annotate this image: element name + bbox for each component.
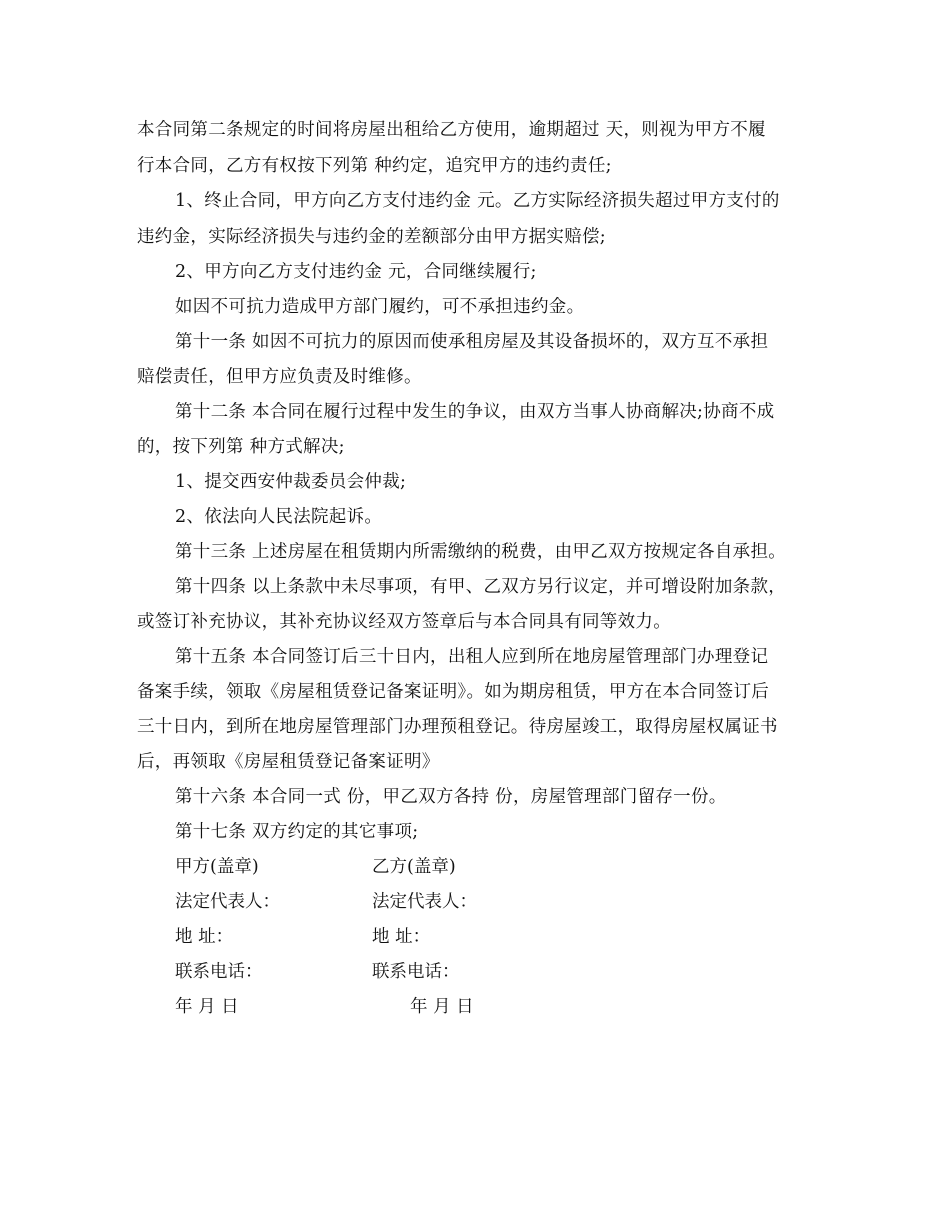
body-line-17: 备案手续，领取《房屋租赁登记备案证明》。如为期房租赁，甲方在本合同签订后 xyxy=(137,682,770,702)
party-a-address: 地 址： xyxy=(175,927,234,947)
body-line-2: 行本合同，乙方有权按下列第 种约定，追究甲方的违约责任; xyxy=(137,156,612,176)
body-line-18: 三十日内，到所在地房屋管理部门办理预租登记。待房屋竣工，取得房屋权属证书 xyxy=(137,717,778,737)
body-line-5: 2、甲方向乙方支付违约金 元，合同继续履行; xyxy=(175,262,537,282)
body-line-21: 第十七条 双方约定的其它事项; xyxy=(175,822,419,842)
body-line-12: 2、依法向人民法院起诉。 xyxy=(175,507,383,527)
body-line-1: 本合同第二条规定的时间将房屋出租给乙方使用，逾期超过 天，则视为甲方不履 xyxy=(137,120,766,140)
body-line-10: 的，按下列第 种方式解决; xyxy=(137,437,345,457)
body-line-3: 1、终止合同，甲方向乙方支付违约金 元。乙方实际经济损失超过甲方支付的 xyxy=(175,191,780,211)
party-b-date: 年 月 日 xyxy=(410,997,474,1017)
party-a-seal: 甲方(盖章) xyxy=(175,857,259,877)
party-b-representative: 法定代表人： xyxy=(372,892,477,912)
body-line-13: 第十三条 上述房屋在租赁期内所需缴纳的税费，由甲乙双方按规定各自承担。 xyxy=(175,542,787,562)
party-b-phone: 联系电话： xyxy=(372,962,460,982)
body-line-8: 赔偿责任，但甲方应负责及时维修。 xyxy=(137,367,422,387)
body-line-20: 第十六条 本合同一式 份，甲乙双方各持 份，房屋管理部门留存一份。 xyxy=(175,787,727,807)
body-line-7: 第十一条 如因不可抗力的原因而使承租房屋及其设备损坏的，双方互不承担 xyxy=(175,332,769,352)
body-line-11: 1、提交西安仲裁委员会仲裁; xyxy=(175,472,407,492)
party-b-address: 地 址： xyxy=(372,927,431,947)
party-b-seal: 乙方(盖章) xyxy=(372,857,456,877)
body-line-19: 后，再领取《房屋租赁登记备案证明》 xyxy=(137,752,440,772)
party-a-phone: 联系电话： xyxy=(175,962,263,982)
body-line-16: 第十五条 本合同签订后三十日内，出租人应到所在地房屋管理部门办理登记 xyxy=(175,647,769,667)
party-a-representative: 法定代表人： xyxy=(175,892,280,912)
body-line-4: 违约金，实际经济损失与违约金的差额部分由甲方据实赔偿; xyxy=(137,227,606,247)
party-a-date: 年 月 日 xyxy=(175,997,239,1017)
body-line-15: 或签订补充协议，其补充协议经双方签章后与本合同具有同等效力。 xyxy=(137,612,671,632)
body-line-9: 第十二条 本合同在履行过程中发生的争议，由双方当事人协商解决;协商不成 xyxy=(175,402,775,422)
body-line-6: 如因不可抗力造成甲方部门履约，可不承担违约金。 xyxy=(175,297,585,317)
body-line-14: 第十四条 以上条款中未尽事项，有甲、乙双方另行议定，并可增设附加条款， xyxy=(175,577,787,597)
